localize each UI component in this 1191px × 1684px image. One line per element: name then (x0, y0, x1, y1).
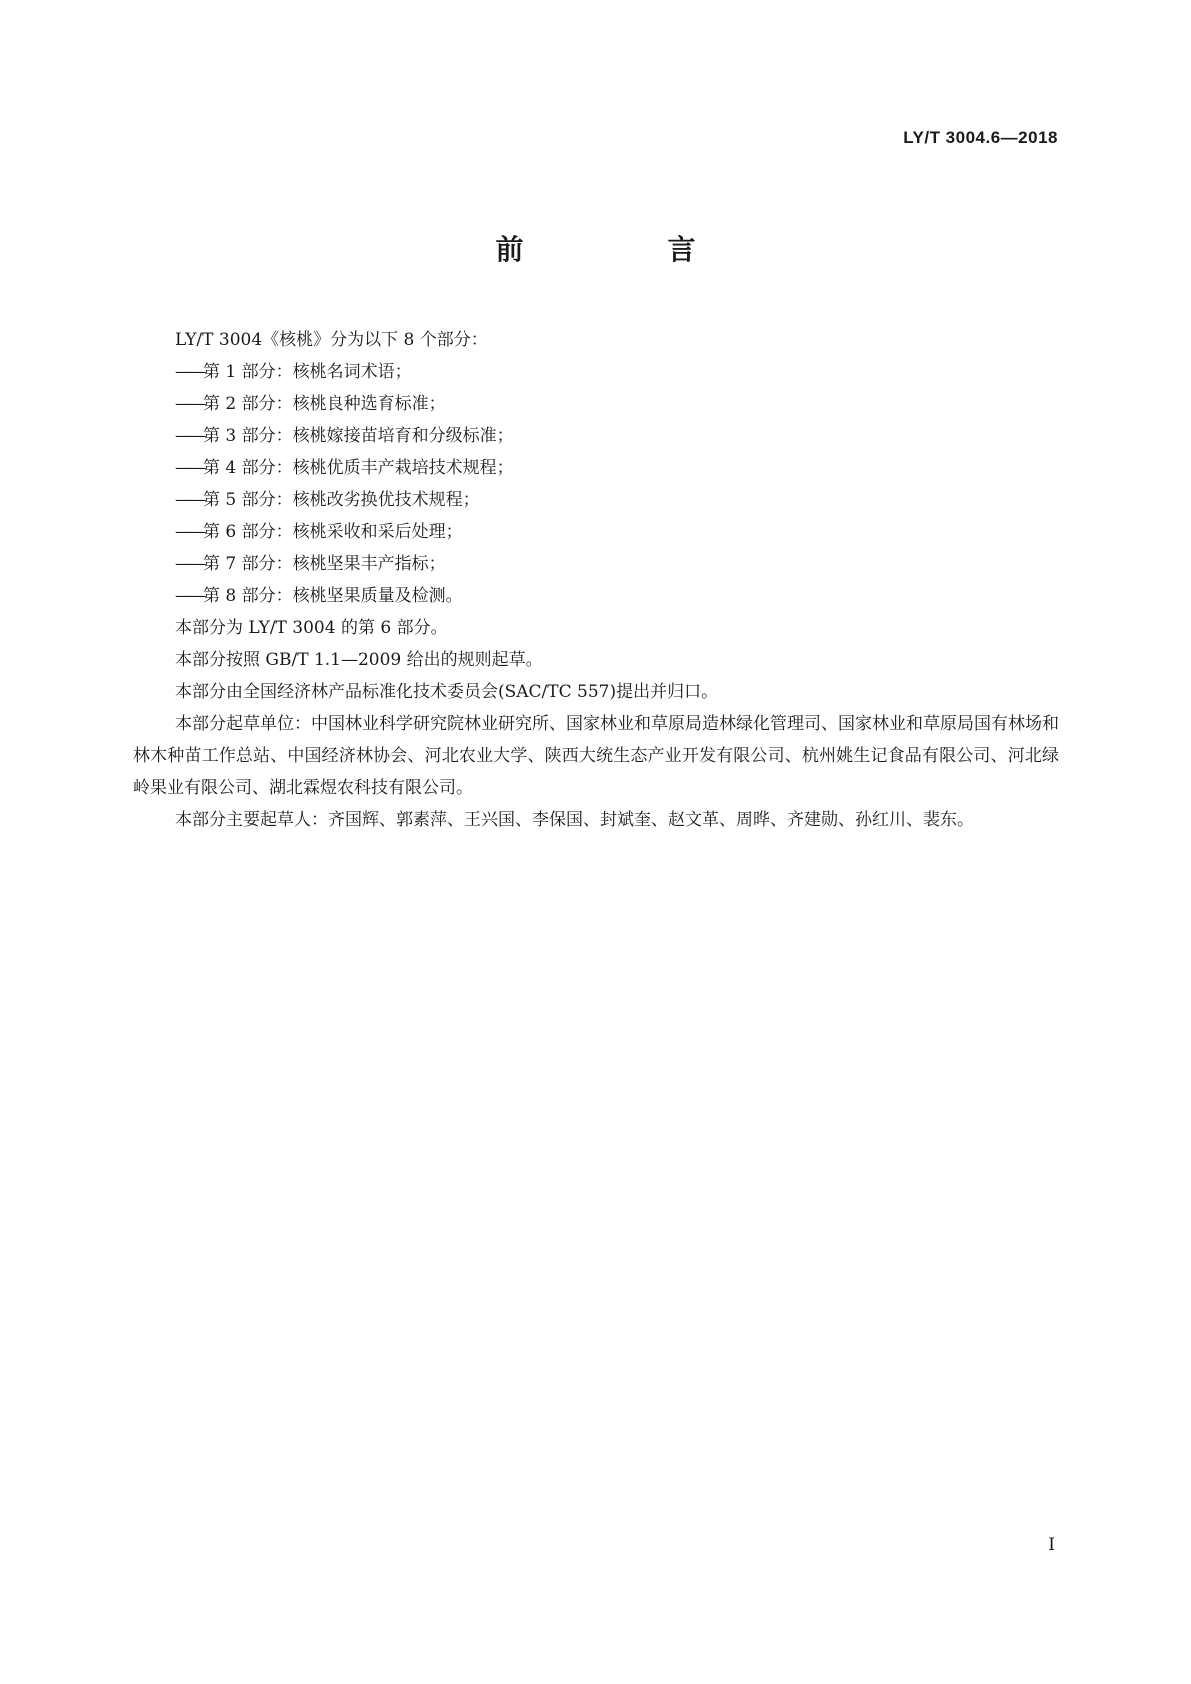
list-item-text: 第 8 部分：核桃坚果质量及检测。 (203, 586, 463, 606)
list-item (133, 516, 1059, 548)
main-drafters: 本部分主要起草人：齐国辉、郭素萍、王兴国、李保国、封斌奎、赵文革、周晔、齐建勋、孙红川、裴东。 (175, 810, 974, 830)
list-item (133, 356, 1059, 388)
list-item-text: 第 2 部分：核桃良种选育标准； (203, 394, 446, 414)
parts-list (133, 356, 1059, 612)
list-dash: —— (175, 426, 203, 446)
list-dash: —— (175, 458, 203, 478)
foreword-body (133, 324, 1059, 836)
list-dash: —— (175, 586, 203, 606)
intro-paragraph: LY/T 3004《核桃》分为以下 8 个部分： (175, 330, 488, 350)
list-item-text: 第 5 部分：核桃改劣换优技术规程； (203, 490, 480, 510)
drafting-rules: 本部分按照 GB/T 1.1—2009 给出的规则起草。 (175, 650, 543, 670)
list-item-text: 第 1 部分：核桃名词术语； (203, 362, 412, 382)
list-item (133, 452, 1059, 484)
page-title: 前 言 (495, 233, 754, 266)
list-item (133, 420, 1059, 452)
list-item-text: 第 6 部分：核桃采收和采后处理； (203, 522, 463, 542)
list-dash: —— (175, 362, 203, 382)
drafting-units: 本部分起草单位：中国林业科学研究院林业研究所、国家林业和草原局造林绿化管理司、国家林业和草原局国有林场和林木种苗工作总站、中国经济林协会、河北农业大学、陕西大统生态产业开发有限公司、杭州姚生记食品有限公司、河北绿岭果业有限公司、湖北霖煜农科技有限公司。 (133, 714, 1059, 798)
list-dash: —— (175, 554, 203, 574)
part-statement: 本部分为 LY/T 3004 的第 6 部分。 (175, 618, 448, 638)
list-item (133, 388, 1059, 420)
proposer-statement: 本部分由全国经济林产品标准化技术委员会(SAC/TC 557)提出并归口。 (175, 682, 719, 702)
list-dash: —— (175, 522, 203, 542)
list-dash: —— (175, 490, 203, 510)
list-item-text: 第 3 部分：核桃嫁接苗培育和分级标准； (203, 426, 514, 446)
standard-code: LY/T 3004.6—2018 (903, 128, 1058, 147)
list-item (133, 548, 1059, 580)
list-dash: —— (175, 394, 203, 414)
list-item (133, 580, 1059, 612)
page-number: I (1048, 1535, 1055, 1555)
list-item (133, 484, 1059, 516)
list-item-text: 第 4 部分：核桃优质丰产栽培技术规程； (203, 458, 514, 478)
list-item-text: 第 7 部分：核桃坚果丰产指标； (203, 554, 446, 574)
